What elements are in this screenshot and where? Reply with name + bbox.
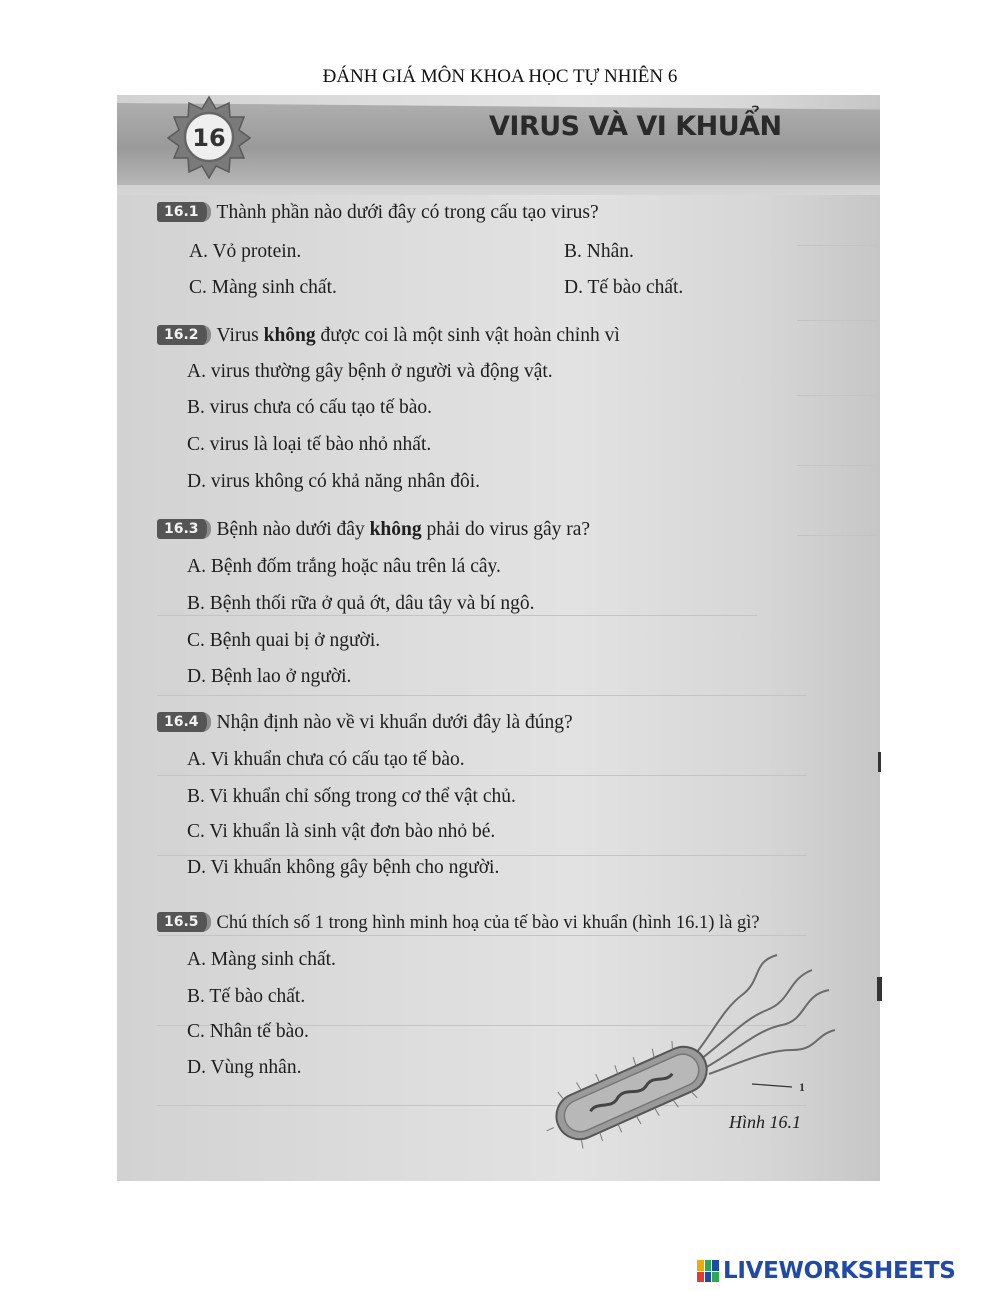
chapter-badge: [167, 95, 251, 179]
chapter-title: VIRUS VÀ VI KHUẨN: [489, 111, 782, 142]
option-c: C. Bệnh quai bị ở người.: [187, 630, 381, 651]
option-c: C. virus là loại tế bào nhỏ nhất.: [187, 434, 432, 455]
option-c: C. Màng sinh chất.: [189, 277, 337, 298]
logo-icon: [697, 1260, 719, 1282]
liveworksheets-logo[interactable]: [697, 1258, 955, 1284]
option-b: B. Bệnh thối rữa ở quả ớt, dâu tây và bí ngô.: [187, 593, 535, 614]
option-b: B. Nhân.: [564, 241, 634, 262]
question-number: 16.1: [157, 202, 211, 222]
question-16-2: [157, 325, 620, 347]
option-a: A. Bệnh đốm trắng hoặc nâu trên lá cây.: [187, 556, 501, 577]
question-16-4: [157, 712, 573, 734]
option-d: D. Bệnh lao ở người.: [187, 666, 352, 687]
option-d: D. Vùng nhân.: [187, 1057, 302, 1078]
chapter-number: 16: [192, 124, 226, 152]
logo-text: LIVEWORKSHEETS: [723, 1258, 956, 1284]
figure-label: 1: [799, 1080, 805, 1094]
option-c: C. Nhân tế bào.: [187, 1021, 309, 1042]
option-c: C. Vi khuẩn là sinh vật đơn bào nhỏ bé.: [187, 821, 496, 842]
question-16-5: [157, 912, 760, 934]
question-stem: Chú thích số 1 trong hình minh hoạ của tế bào vi khuẩn (hình 16.1) là gì?: [216, 913, 760, 933]
option-d: D. virus không có khả năng nhân đôi.: [187, 471, 480, 492]
question-stem: Nhận định nào về vi khuẩn dưới đây là đúng?: [216, 712, 573, 733]
question-16-3: [157, 519, 590, 541]
option-b: B. virus chưa có cấu tạo tế bào.: [187, 397, 433, 418]
question-number: 16.3: [157, 519, 211, 539]
question-number: 16.2: [157, 325, 211, 345]
question-stem: Bệnh nào dưới đây không phải do virus gây ra?: [216, 519, 591, 540]
option-a: A. Vỏ protein.: [189, 241, 302, 262]
question-number: 16.4: [157, 712, 211, 732]
option-a: A. Màng sinh chất.: [187, 949, 336, 970]
edge-mark: [878, 752, 881, 772]
document-header: ĐÁNH GIÁ MÔN KHOA HỌC TỰ NHIÊN 6: [322, 66, 678, 87]
option-b: B. Tế bào chất.: [187, 986, 306, 1007]
option-a: A. Vi khuẩn chưa có cấu tạo tế bào.: [187, 749, 465, 770]
option-d: D. Vi khuẩn không gây bệnh cho người.: [187, 857, 500, 878]
question-number: 16.5: [157, 912, 211, 932]
option-a: A. virus thường gây bệnh ở người và động vật.: [187, 361, 553, 382]
question-16-1: [157, 202, 599, 224]
edge-mark: [877, 977, 882, 1001]
question-stem: Virus không được coi là một sinh vật hoàn chỉnh vì: [216, 325, 620, 346]
option-d: D. Tế bào chất.: [564, 277, 684, 298]
option-b: B. Vi khuẩn chỉ sống trong cơ thể vật chủ.: [187, 786, 516, 807]
figure-caption: Hình 16.1: [729, 1112, 801, 1132]
question-stem: Thành phần nào dưới đây có trong cấu tạo virus?: [216, 202, 599, 223]
textbook-page-photo: [117, 95, 880, 1181]
